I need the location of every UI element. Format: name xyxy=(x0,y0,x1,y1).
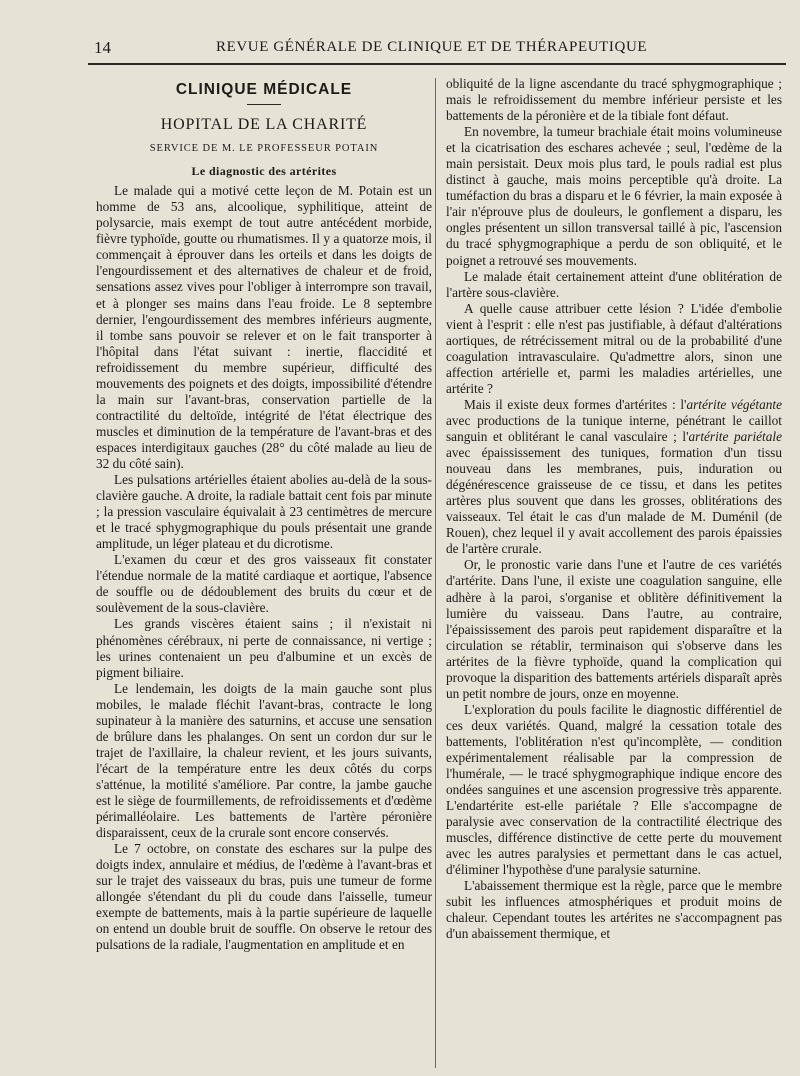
paragraph: Les pulsations artérielles étaient abolies au-delà de la sous-clavière gauche. A droite, la radiale battait cent fois par minute ; la pression vasculaire équivalait à 23 centimètres de mercure et le tracé sphygmographique du pouls présentait une grande amplitude, un léger plateau et du dicrotisme. xyxy=(96,472,432,552)
paragraph: A quelle cause attribuer cette lésion ? L'idée d'embolie vient à l'esprit : elle n'est pas justifiable, à défaut d'altérations aortiques, de rétrécissement mitral ou de la probabilité d'une coagulation intravasculaire. Qu'admettre alors, sinon une affection artérielle et, parmi les maladies artérielles, une artérite ? xyxy=(446,300,782,396)
paragraph: Le lendemain, les doigts de la main gauche sont plus mobiles, le malade fléchit l'avant-bras, contracte le long supinateur à la manière des saturnins, et accuse une sensation de brûlure dans les phalanges. On sent un cordon dur sur le trajet de l'axillaire, la chaleur revient, et les jours suivants, l'écart de la température entre les deux côtés du corps s'atténue, la motilité s'améliore. Par contre, la jambe gauche est le siège de fourmillements, de refroidissements et d'œdème périmalléolaire. Les battements de l'artère péronière disparaissent, ceux de la crurale sont encore conservés. xyxy=(96,680,432,841)
header-rule xyxy=(88,63,786,65)
left-column xyxy=(96,76,432,953)
paragraph: Le malade était certainement atteint d'une oblitération de l'artère sous-clavière. xyxy=(446,268,782,300)
running-title: REVUE GÉNÉRALE DE CLINIQUE ET DE THÉRAPEUTIQUE xyxy=(216,39,648,55)
page-number: 14 xyxy=(94,38,111,57)
hospital-heading: HOPITAL DE LA CHARITÉ xyxy=(160,116,368,134)
page-header xyxy=(88,32,784,60)
text-run: Mais il existe deux formes d'artérites : l' xyxy=(464,396,687,412)
paragraph: obliquité de la ligne ascendante du tracé sphygmographique ; mais le refroidissement du membre inférieur persiste et les battements de la péronière et de la tibiale font défaut. xyxy=(446,76,782,124)
paragraph: Or, le pronostic varie dans l'une et l'autre de ces variétés d'artérite. Dans l'une, il existe une coagulation sanguine, elle adhère à la paroi, s'organise et oblitère définitivement la lumière du vaisseau. Dans l'autre, au contraire, l'épaississement des parois peut rapidement disparaître et la circulation se rétablir, terminaison qui s'observe dans les artérites de la fièvre typhoïde, quand la complication qui provoque la disparition des battements artériels disparaît après un petit nombre de jours, onze en moyenne. xyxy=(446,557,782,701)
paragraph-varieties xyxy=(446,397,782,557)
article-title: Le diagnostic des artérites xyxy=(191,164,337,179)
italic-term: artérite végétante xyxy=(686,396,782,412)
paragraph: Les grands viscères étaient sains ; il n'existait ni phénomènes cérébraux, ni perte de connaissance, ni vertige ; les urines contenaient un peu d'albumine et un excès de pigment biliaire. xyxy=(96,616,432,680)
paragraph: Le malade qui a motivé cette leçon de M. Potain est un homme de 53 ans, alcoolique, syphilitique, atteint de polysarcie, mais exempt de tout autre antécédent morbide, fièvre typhoïde, goutte ou rhumatismes. Il y a quatorze mois, il commençait à éprouver dans les orteils et dans les doigts de l'engourdissement et des alternatives de chaleur et de froid, sensations assez vives pour l'obliger à interrompre son travail, et à plonger ses mains dans l'eau froide. Le 8 septembre dernier, l'engourdissement des membres inférieurs augmente, il tombe sans pouvoir se relever et on le fait transporter à l'hôpital dans l'état suivant : inertie, flaccidité et refroidissement du membre supérieur, difficulté des mouvements des poignets et des doigts, impossibilité d'étendre la main sur l'avant-bras, conservation partielle de la contractilité du deltoïde, intégrité de l'état électrique des muscles et diminution de la température de l'avant-bras et des espaces interdigitaux gauches (28° du côté malade au lieu de 32 du côté sain). xyxy=(96,183,432,471)
paragraph: L'abaissement thermique est la règle, parce que le membre subit les influences atmosphériques et produit moins de chaleur. Cependant toutes les artérites ne s'accompagnent pas d'un abaissement thermique, et xyxy=(446,878,782,942)
paragraph: Le 7 octobre, on constate des eschares sur la pulpe des doigts index, annulaire et médius, de l'œdème à l'avant-bras et sur le trajet des vaisseaux du bras, puis une tumeur de forme allongée s'étendant du pli du coude dans l'aisselle, tumeur exempte de battements, mais à la partie supérieure de laquelle on entend un double bruit de souffle. On observe le retour des pulsations de la radiale, l'augmentation en amplitude et en xyxy=(96,841,432,953)
italic-term: artérite pariétale xyxy=(688,429,782,445)
text-run: avec épaississement des tuniques, formation d'un tissu nouveau dans les membranes, puis, induration ou dégénérescence graisseuse de ce tissu, et dans les petites artères plus souvent que dans les grosses, oblitérations des vaisseaux. Tel était le cas d'un malade de M. Duménil (de Rouen), chez lequel il y avait accollement des parois épaissies de l'artère crurale. xyxy=(446,445,782,557)
paragraph: En novembre, la tumeur brachiale était moins volumineuse et la cicatrisation des eschares achevée ; seul, l'œdème de la main persistait. Deux mois plus tard, le pouls radial est plus distinct à gauche, mais moins perceptible qu'à droite. La tuméfaction du bras a disparu et le 6 février, la main exposée à l'air n'éprouve plus de douleurs, le gonflement a disparu, les ongles présentent un sillon transversal taillé à pic, l'ascension du tracé sphygmographique a perdu de son obliquité, et le poignet a retrouvé ses mouvements. xyxy=(446,124,782,268)
section-title: CLINIQUE MÉDICALE xyxy=(175,81,353,98)
text-run: avec productions de la tunique interne, pénétrant le caillot sanguin et oblitérant le canal vasculaire ; l' xyxy=(446,412,782,445)
column-divider xyxy=(435,78,436,1068)
service-heading: SERVICE DE M. LE PROFESSEUR POTAIN xyxy=(149,143,379,155)
paragraph: L'examen du cœur et des gros vaisseaux fit constater l'étendue normale de la matité cardiaque et aortique, l'absence de souffle ou de dédoublement des bruits du cœur et de soulèvement de la sous-clavière. xyxy=(96,552,432,616)
right-column xyxy=(446,76,782,943)
paragraph: L'exploration du pouls facilite le diagnostic différentiel de ces deux variétés. Quand, malgré la cessation totale des battements, l'oblitération n'est qu'incomplète, — condition expérimentalement réalisable par la compression de l'humérale, — le tracé sphygmographique indique encore des ondées sanguines et une ascension progressive très apparente. L'endartérite est-elle pariétale ? Elle s'accompagne de paralysie avec conservation de la contractilité électrique des muscles, différence distinctive de cette perte du mouvement avec les autres paralysies et permettant dans le cas actuel, d'éliminer l'hypothèse d'une paralysie saturnine. xyxy=(446,701,782,878)
section-rule xyxy=(247,104,281,105)
